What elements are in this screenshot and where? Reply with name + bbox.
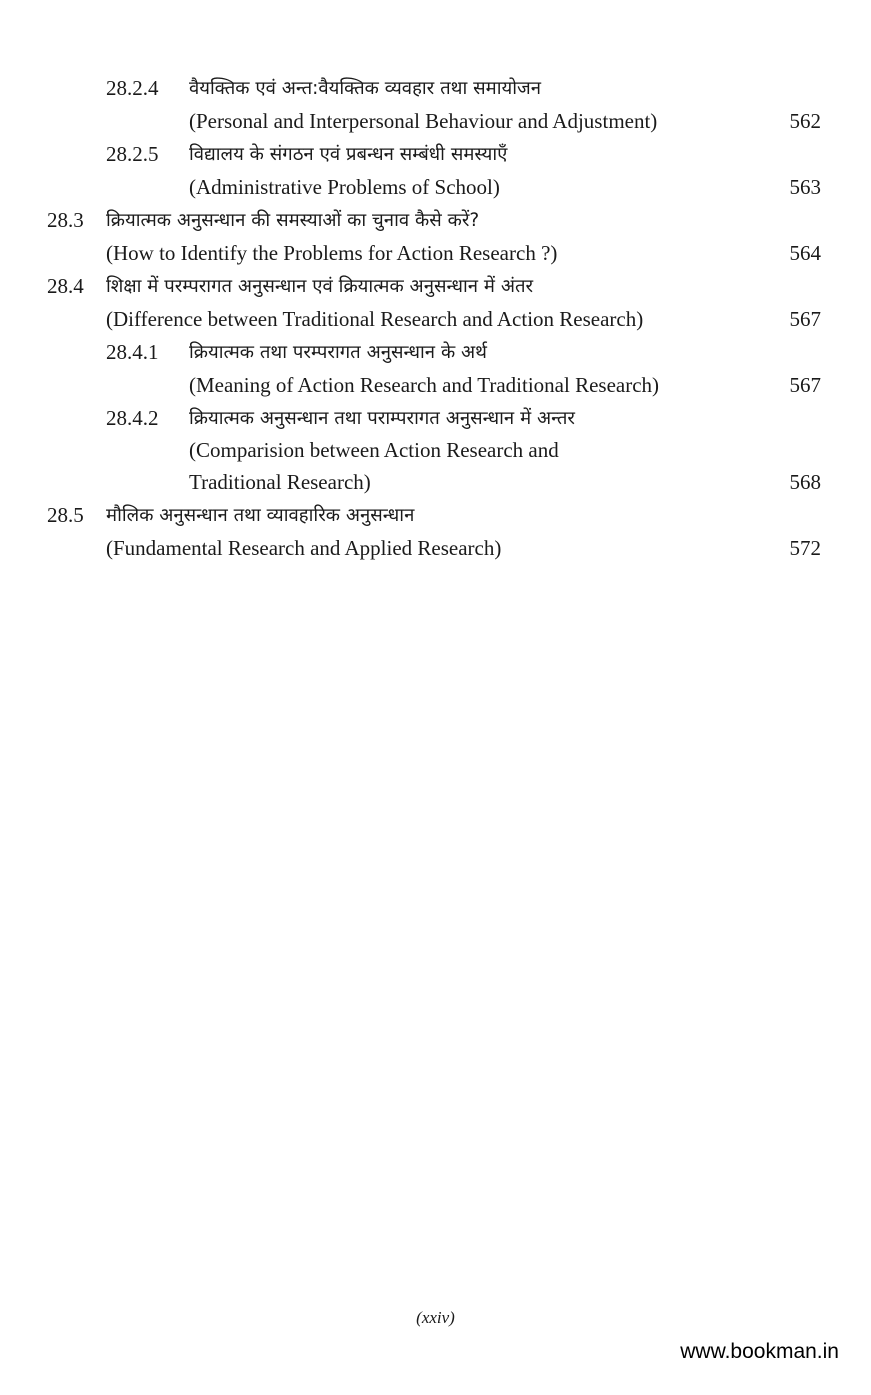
toc-entry-hindi xyxy=(0,204,871,237)
toc-entry-page: 572 xyxy=(789,536,821,560)
toc-entry-hindi xyxy=(0,270,871,303)
toc-entry-page: 563 xyxy=(789,175,821,199)
toc-entry-number: 28.4.1 xyxy=(106,340,159,364)
toc-entry-hindi xyxy=(0,499,871,532)
table-of-contents xyxy=(0,72,871,565)
toc-entry-page: 567 xyxy=(789,307,821,331)
toc-entry-number: 28.4.2 xyxy=(106,406,159,430)
toc-entry-english xyxy=(0,369,871,402)
toc-entry-number: 28.2.4 xyxy=(106,76,159,100)
toc-entry-english xyxy=(0,237,871,270)
toc-entry-hindi xyxy=(0,72,871,105)
toc-entry-page: 567 xyxy=(789,373,821,397)
toc-entry-english-title: (Administrative Problems of School) xyxy=(189,175,500,199)
toc-entry-hindi-title: क्रियात्मक अनुसन्धान की समस्याओं का चुनाव कैसे करें? xyxy=(106,210,480,231)
toc-entry-number: 28.4 xyxy=(47,274,84,298)
toc-entry-english-title: (Personal and Interpersonal Behaviour and Adjustment) xyxy=(189,109,658,133)
toc-entry-english xyxy=(0,532,871,565)
toc-entry-hindi xyxy=(0,402,871,435)
toc-entry-english-title-line2: Traditional Research) xyxy=(189,470,371,494)
toc-entry-page: 568 xyxy=(789,470,821,494)
toc-entry-number: 28.5 xyxy=(47,503,84,527)
toc-entry-page: 562 xyxy=(789,109,821,133)
toc-entry-hindi-title: विद्यालय के संगठन एवं प्रबन्धन सम्बंधी समस्याएँ xyxy=(189,144,508,165)
toc-entry-hindi-title: क्रियात्मक अनुसन्धान तथा पराम्परागत अनुसन्धान में अन्तर xyxy=(189,408,575,429)
toc-entry-hindi-title: मौलिक अनुसन्धान तथा व्यावहारिक अनुसन्धान xyxy=(106,505,415,526)
toc-entry-english-title: (Meaning of Action Research and Traditional Research) xyxy=(189,373,660,397)
toc-entry-english xyxy=(0,105,871,138)
toc-entry-english-title: (Fundamental Research and Applied Research) xyxy=(106,536,502,560)
page-number: (xxiv) xyxy=(416,1308,455,1327)
toc-entry-hindi xyxy=(0,138,871,171)
toc-entry-english-title: (Difference between Traditional Research and Action Research) xyxy=(106,307,644,331)
toc-entry-number: 28.3 xyxy=(47,208,84,232)
toc-entry-english-title: (Comparision between Action Research and xyxy=(189,438,559,462)
toc-entry-english xyxy=(0,435,871,466)
toc-entry-hindi-title: शिक्षा में परम्परागत अनुसन्धान एवं क्रियात्मक अनुसन्धान में अंतर xyxy=(106,276,534,297)
toc-entry-page: 564 xyxy=(789,241,821,265)
toc-entry-english-title: (How to Identify the Problems for Action Research ?) xyxy=(106,241,558,265)
toc-entry-hindi xyxy=(0,336,871,369)
toc-entry-number: 28.2.5 xyxy=(106,142,159,166)
toc-entry-hindi-title: वैयक्तिक एवं अन्त:वैयक्तिक व्यवहार तथा समायोजन xyxy=(189,78,542,99)
website-watermark: www.bookman.in xyxy=(680,1340,839,1363)
toc-entry-english xyxy=(0,171,871,204)
toc-entry-english xyxy=(0,303,871,336)
toc-entry-english-continued xyxy=(0,466,871,499)
toc-entry-hindi-title: क्रियात्मक तथा परम्परागत अनुसन्धान के अर्थ xyxy=(189,342,487,363)
